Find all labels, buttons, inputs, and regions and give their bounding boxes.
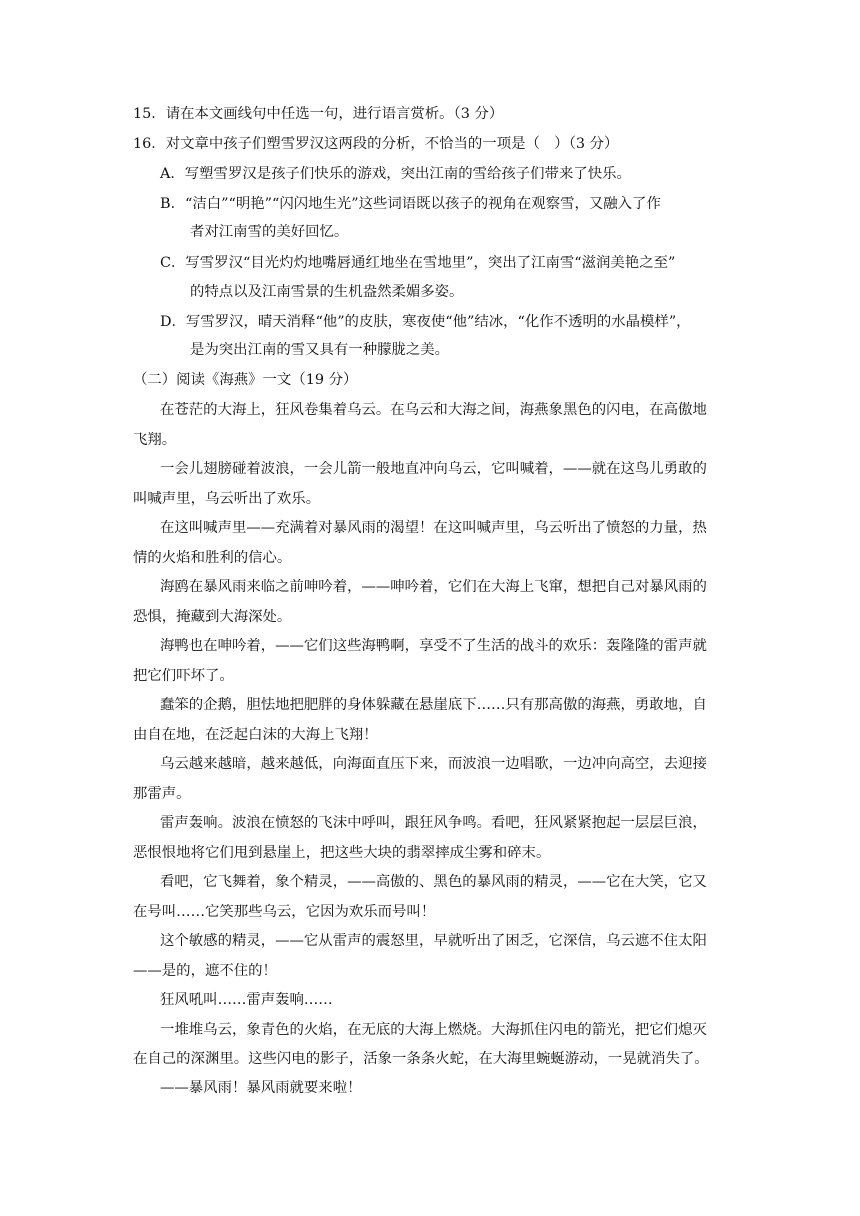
- section-heading: （二）阅读《海燕》一文（19 分）: [133, 372, 358, 388]
- passage-line: 恐惧，掩藏到大海深处。: [133, 609, 292, 625]
- passage-line: ——暴风雨！暴风雨就要来啦！: [160, 1080, 362, 1096]
- passage-line: 蠢笨的企鹅，胆怯地把肥胖的身体躲藏在悬崖底下……只有那高傲的海燕，勇敢地，自: [160, 697, 707, 713]
- passage-line: 在这叫喊声里——充满着对暴风雨的渴望！在这叫喊声里，乌云听出了愤怒的力量，热: [160, 520, 707, 536]
- option-b-line1: B．“洁白”“明艳”“闪闪地生光”这些词语既以孩子的视角在观察雪，又融入了作: [160, 196, 661, 212]
- passage-line: 看吧，它飞舞着，象个精灵，——高傲的、黑色的暴风雨的精灵，——它在大笑，它又: [160, 874, 707, 890]
- passage-line: 由自在地，在泛起白沫的大海上飞翔！: [133, 727, 378, 743]
- passage-line: 这个敏感的精灵，——它从雷声的震怒里，早就听出了困乏，它深信，乌云遮不住太阳: [160, 933, 707, 949]
- passage-line: 那雷声。: [133, 786, 191, 802]
- passage-line: 飞翔。: [133, 432, 177, 448]
- passage-line: 把它们吓坏了。: [133, 668, 234, 684]
- option-a: A．写塑雪罗汉是孩子们快乐的游戏，突出江南的雪给孩子们带来了快乐。: [160, 166, 631, 182]
- passage-line: 海鸥在暴风雨来临之前呻吟着，——呻吟着，它们在大海上飞窜，想把自己对暴风雨的: [160, 579, 707, 595]
- passage-line: 狂风吼叫……雷声轰响……: [160, 992, 333, 1008]
- passage-line: 海鸭也在呻吟着，——它们这些海鸭啊，享受不了生活的战斗的欢乐：轰隆隆的雷声就: [160, 638, 707, 654]
- option-c-line2: 的特点以及江南雪景的生机盎然柔媚多姿。: [190, 284, 464, 300]
- passage-line: 恶恨恨地将它们甩到悬崖上，把这些大块的翡翠摔成尘雾和碎末。: [133, 845, 551, 861]
- option-c-line1: C．写雪罗汉“目光灼灼地嘴唇通红地坐在雪地里”，突出了江南雪“滋润美艳之至”: [160, 255, 676, 271]
- question-15: 15．请在本文画线句中任选一句，进行语言赏析。（3 分）: [133, 106, 504, 122]
- option-d-line1: D．写雪罗汉，晴天消释“他”的皮肤，寒夜使“他”结冰，“化作不透明的水晶模样”，: [160, 314, 691, 330]
- passage-line: 在号叫……它笑那些乌云，它因为欢乐而号叫！: [133, 904, 436, 920]
- question-16: 16．对文章中孩子们塑雪罗汉这两段的分析，不恰当的一项是（ ）（3 分）: [133, 136, 619, 152]
- option-b-line2: 者对江南雪的美好回忆。: [190, 224, 349, 240]
- passage-line: 叫喊声里，乌云听出了欢乐。: [133, 491, 321, 507]
- passage-line: 雷声轰响。波浪在愤怒的飞沫中呼叫，跟狂风争鸣。看吧，狂风紧紧抱起一层层巨浪，: [160, 815, 707, 831]
- passage-line: 在自己的深渊里。这些闪电的影子，活象一条条火蛇，在大海里蜿蜒游动，一晃就消失了。: [133, 1051, 709, 1067]
- passage-line: 乌云越来越暗，越来越低，向海面直压下来，而波浪一边唱歌，一边冲向高空，去迎接: [160, 756, 707, 772]
- passage-line: ——是的，遮不住的！: [133, 963, 277, 979]
- passage-line: 情的火焰和胜利的信心。: [133, 550, 292, 566]
- option-d-line2: 是为突出江南的雪又具有一种朦胧之美。: [190, 342, 450, 358]
- passage-line: 一堆堆乌云，象青色的火焰，在无底的大海上燃烧。大海抓住闪电的箭光，把它们熄灭: [160, 1022, 707, 1038]
- passage-line: 在苍茫的大海上，狂风卷集着乌云。在乌云和大海之间，海燕象黑色的闪电，在高傲地: [160, 402, 707, 418]
- passage-line: 一会儿翅膀碰着波浪，一会儿箭一般地直冲向乌云，它叫喊着，——就在这鸟儿勇敢的: [160, 461, 707, 477]
